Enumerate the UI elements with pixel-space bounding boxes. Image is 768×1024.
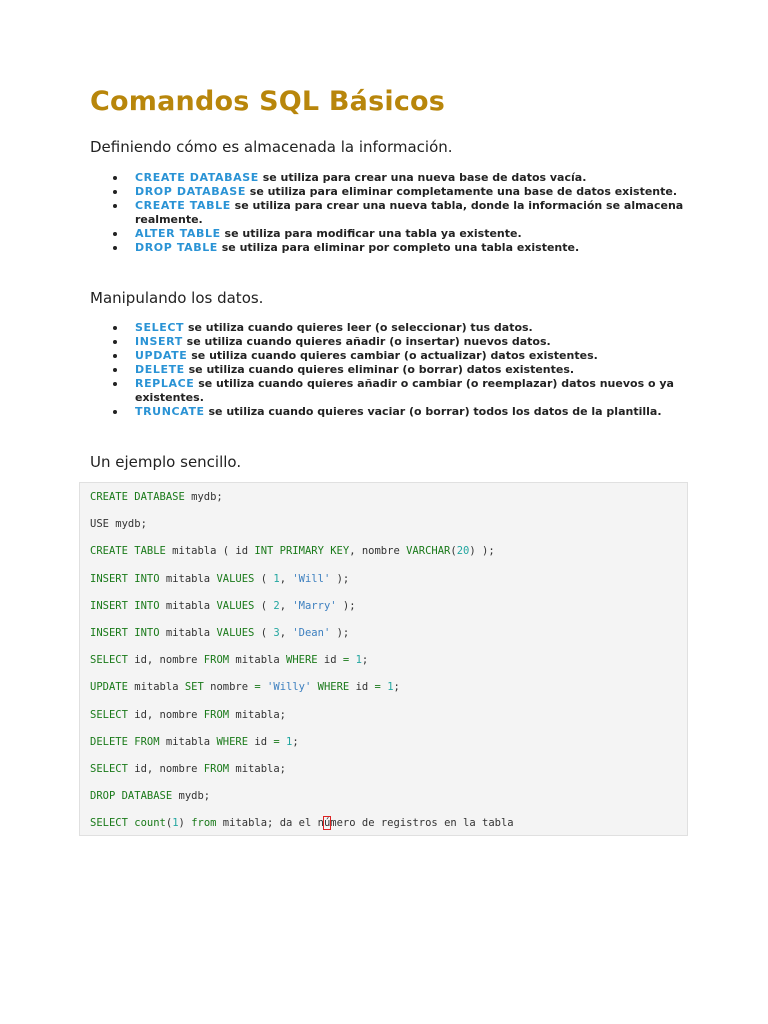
command-item: [110, 171, 685, 185]
code-token: ): [178, 817, 192, 830]
code-token: =: [273, 735, 280, 748]
command-description: se utiliza para modificar una tabla ya existente.: [220, 227, 522, 240]
code-token: mitabla ( id: [165, 545, 255, 558]
code-token: WHERE: [317, 681, 350, 694]
code-token: 1: [286, 735, 293, 748]
command-description: se utiliza cuando quieres vaciar (o borrar) todos los datos de la plantilla.: [204, 405, 662, 418]
code-token: DELETE FROM: [90, 735, 160, 748]
code-token: 1: [172, 817, 179, 830]
code-token: mero de registros en la tabla: [330, 817, 514, 830]
code-token: (: [254, 627, 274, 639]
code-token: ;: [393, 681, 400, 694]
code-token: id, nombre: [127, 708, 204, 721]
code-token: id: [317, 654, 343, 667]
code-token: id: [349, 681, 375, 694]
code-token: ,: [279, 572, 293, 585]
code-token: ;: [361, 654, 369, 667]
code-token: SELECT: [90, 763, 128, 775]
code-token: 1: [273, 572, 280, 585]
command-keyword: INSERT: [135, 335, 183, 348]
code-token: 'Dean': [292, 627, 331, 639]
code-token: );: [330, 572, 350, 585]
code-token: DROP DATABASE: [90, 790, 173, 803]
code-token: VALUES: [216, 599, 255, 612]
command-description: se utiliza cuando quieres añadir o cambiar (o reemplazar) datos nuevos o ya existentes.: [135, 377, 674, 404]
section-heading-manipulation: Manipulando los datos.: [90, 289, 264, 307]
command-item: [110, 185, 685, 199]
command-description: se utiliza para eliminar completamente una base de datos existente.: [245, 185, 678, 198]
code-token: id, nombre: [127, 763, 204, 775]
code-token: count: [134, 817, 166, 830]
code-token: , nombre: [349, 545, 407, 558]
code-token: nombre: [203, 681, 255, 694]
command-keyword: DROP DATABASE: [135, 185, 246, 198]
code-token: SELECT: [90, 654, 128, 667]
command-keyword: ALTER TABLE: [135, 227, 221, 240]
command-description: se utiliza para crear una nueva base de datos vacía.: [258, 171, 587, 184]
code-token: );: [330, 627, 350, 639]
code-line: [90, 518, 147, 530]
code-token: );: [336, 599, 356, 612]
code-line: [90, 681, 400, 693]
manipulation-command-list: [110, 321, 685, 419]
code-token: SET: [184, 681, 204, 694]
section-heading-example: Un ejemplo sencillo.: [90, 453, 242, 471]
code-token: ) );: [469, 545, 495, 558]
command-keyword: TRUNCATE: [135, 405, 205, 418]
code-token: mitabla;: [229, 763, 286, 775]
command-description: se utiliza cuando quieres añadir (o insertar) nuevos datos.: [182, 335, 551, 348]
command-keyword: UPDATE: [135, 349, 188, 362]
command-item: [110, 405, 685, 419]
code-token: mydb;: [184, 491, 223, 503]
command-item: [110, 363, 685, 377]
page-title: Comandos SQL Básicos: [90, 86, 446, 117]
command-keyword: CREATE DATABASE: [135, 171, 259, 184]
code-token: mitabla; da el n: [216, 817, 324, 830]
code-token: FROM: [203, 763, 230, 775]
code-line: [90, 709, 286, 721]
code-token: FROM: [203, 708, 230, 721]
command-keyword: DROP TABLE: [135, 241, 218, 254]
code-token: mitabla;: [229, 708, 286, 721]
code-token: mitabla: [159, 572, 217, 585]
code-token: INSERT INTO: [90, 599, 160, 612]
code-token: CREATE DATABASE: [90, 491, 185, 503]
code-line: [90, 790, 210, 802]
code-token: INT PRIMARY KEY: [254, 545, 350, 558]
code-token: VARCHAR: [406, 545, 451, 558]
code-line: [90, 736, 299, 748]
code-token: SELECT: [90, 708, 128, 721]
code-token: 'Will': [292, 572, 331, 585]
code-token: mitabla: [159, 735, 217, 748]
highlighted-char: ú: [323, 817, 331, 830]
code-token: (: [450, 545, 457, 558]
command-item: [110, 335, 685, 349]
code-token: id, nombre: [127, 654, 204, 667]
command-item: [110, 377, 685, 405]
command-description: se utiliza cuando quieres cambiar (o actualizar) datos existentes.: [187, 349, 598, 362]
code-line: [90, 573, 349, 585]
code-line: [90, 600, 356, 612]
command-description: se utiliza para crear una nueva tabla, donde la información se almacena realmente.: [135, 199, 684, 226]
code-token: 'Marry': [292, 599, 337, 612]
code-token: ;: [292, 735, 299, 748]
command-item: [110, 227, 685, 241]
code-token: (: [254, 572, 274, 585]
code-token: WHERE: [286, 654, 318, 667]
code-token: =: [374, 681, 381, 694]
command-item: [110, 199, 685, 227]
command-item: [110, 241, 685, 255]
code-token: 2: [273, 599, 280, 612]
code-token: 3: [273, 627, 280, 639]
code-token: mitabla: [127, 681, 185, 694]
code-token: UPDATE: [90, 681, 128, 694]
command-description: se utiliza cuando quieres leer (o seleccionar) tus datos.: [184, 321, 533, 334]
command-item: [110, 349, 685, 363]
code-token: mitabla: [159, 599, 217, 612]
code-line: [90, 817, 514, 829]
code-token: 20: [456, 545, 470, 558]
code-token: =: [254, 681, 261, 694]
code-token: ,: [279, 599, 293, 612]
command-keyword: SELECT: [135, 321, 185, 334]
command-keyword: DELETE: [135, 363, 185, 376]
code-block: [79, 482, 688, 836]
code-line: [90, 654, 368, 666]
code-token: SELECT: [90, 817, 128, 830]
code-token: VALUES: [216, 627, 255, 639]
code-token: CREATE TABLE: [90, 545, 166, 558]
code-token: mitabla: [159, 627, 217, 639]
code-token: (: [254, 599, 274, 612]
code-token: mitabla: [229, 654, 286, 667]
code-token: 1: [387, 681, 394, 694]
code-token: 'Willy': [267, 681, 312, 694]
code-token: from: [191, 817, 217, 830]
code-token: id: [248, 735, 274, 748]
command-keyword: CREATE TABLE: [135, 199, 231, 212]
definition-command-list: [110, 171, 685, 255]
code-token: VALUES: [216, 572, 255, 585]
code-token: FROM: [203, 654, 230, 667]
code-token: USE mydb;: [90, 518, 147, 531]
code-token: =: [342, 654, 350, 667]
code-token: INSERT INTO: [90, 627, 160, 639]
code-line: [90, 491, 223, 503]
code-token: ,: [279, 627, 293, 639]
code-line: [90, 763, 286, 775]
code-line: [90, 627, 349, 639]
command-keyword: REPLACE: [135, 377, 195, 390]
code-token: WHERE: [216, 735, 249, 748]
code-token: (: [165, 817, 173, 830]
command-description: se utiliza cuando quieres eliminar (o borrar) datos existentes.: [184, 363, 575, 376]
command-item: [110, 321, 685, 335]
code-token: mydb;: [172, 790, 211, 803]
code-token: INSERT INTO: [90, 572, 160, 585]
code-token: 1: [355, 654, 362, 667]
section-heading-definition: Definiendo cómo es almacenada la información.: [90, 138, 453, 156]
command-description: se utiliza para eliminar por completo una tabla existente.: [217, 241, 580, 254]
code-line: [90, 545, 495, 557]
